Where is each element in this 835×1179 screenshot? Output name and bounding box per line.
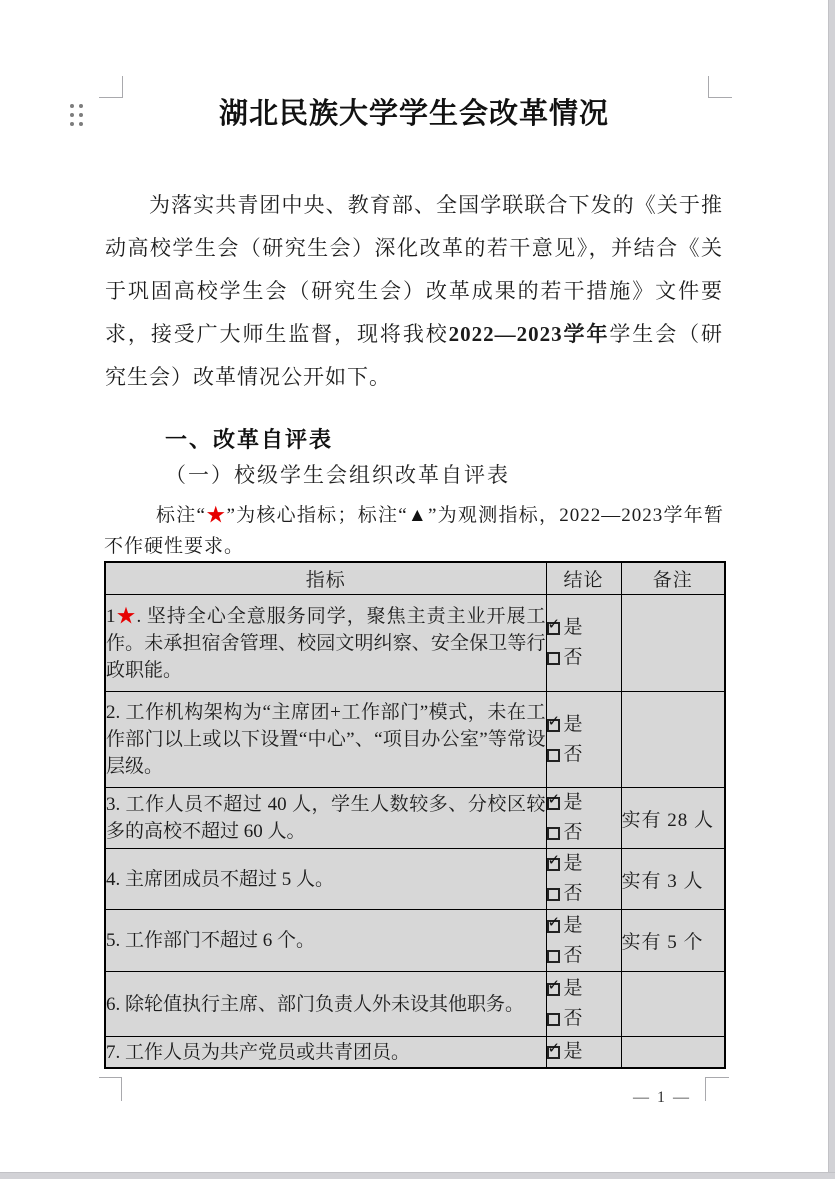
drag-handle-icon[interactable] bbox=[70, 104, 87, 129]
conclusion-no-checkbox[interactable] bbox=[547, 941, 621, 971]
checked-checkbox-icon bbox=[547, 851, 561, 871]
table-row bbox=[105, 910, 725, 972]
column-header-remark: 备注 bbox=[621, 562, 725, 595]
table-row bbox=[105, 788, 725, 849]
conclusion-cell bbox=[546, 910, 621, 972]
checkbox-label: 是 bbox=[563, 713, 583, 735]
remark-cell bbox=[621, 595, 725, 692]
checked-checkbox-icon bbox=[547, 1039, 561, 1059]
conclusion-no-checkbox[interactable] bbox=[547, 643, 621, 673]
unchecked-checkbox-icon bbox=[547, 652, 560, 665]
document-title: 湖北民族大学学生会改革情况 bbox=[218, 98, 609, 130]
checkbox-label: 否 bbox=[563, 944, 583, 966]
conclusion-no-checkbox[interactable] bbox=[547, 740, 621, 770]
core-star-icon: ★ bbox=[115, 605, 137, 627]
checkbox-label: 是 bbox=[563, 914, 583, 936]
window-edge-right bbox=[828, 0, 835, 1179]
indicator-cell: 7. 工作人员为共产党员或共青团员。 bbox=[105, 1037, 546, 1069]
conclusion-cell bbox=[546, 788, 621, 849]
conclusion-yes-checkbox[interactable] bbox=[547, 710, 621, 740]
table-row bbox=[105, 972, 725, 1037]
conclusion-no-checkbox[interactable] bbox=[547, 879, 621, 909]
unchecked-checkbox-icon bbox=[547, 749, 560, 762]
conclusion-cell bbox=[546, 1037, 621, 1069]
indicator-cell: 6. 除轮值执行主席、部门负责人外未设其他职务。 bbox=[105, 972, 546, 1037]
checkbox-label: 否 bbox=[563, 822, 583, 843]
legend-note: 标注“★”为核心指标；标注“▲”为观测指标，2022—2023学年暂不作硬性要求。 bbox=[104, 505, 724, 557]
check-icon: ✓ bbox=[547, 615, 561, 633]
checkbox-label: 否 bbox=[563, 1008, 583, 1029]
self-evaluation-table bbox=[104, 561, 726, 1069]
window-edge-bottom bbox=[0, 1172, 835, 1179]
section-heading: 一、改革自评表 bbox=[165, 427, 334, 452]
checkbox-label: 是 bbox=[563, 792, 583, 813]
remark-cell: 实有 5 个 bbox=[621, 910, 725, 972]
remark-cell: 实有 3 人 bbox=[621, 849, 725, 910]
table-row bbox=[105, 849, 725, 910]
observe-triangle-icon: ▲ bbox=[407, 505, 428, 526]
checkbox-label: 否 bbox=[563, 743, 583, 765]
table-row bbox=[105, 1037, 725, 1069]
remark-cell bbox=[621, 692, 725, 788]
conclusion-cell bbox=[546, 595, 621, 692]
conclusion-yes-checkbox[interactable] bbox=[547, 613, 621, 643]
conclusion-no-checkbox[interactable] bbox=[547, 818, 621, 848]
indicator-cell: 3. 工作人员不超过 40 人，学生人数较多、分校区较多的高校不超过 60 人。 bbox=[105, 788, 546, 849]
unchecked-checkbox-icon bbox=[547, 950, 560, 963]
checked-checkbox-icon bbox=[547, 790, 561, 810]
page-number: — 1 — bbox=[633, 1089, 691, 1106]
conclusion-yes-checkbox[interactable] bbox=[547, 974, 621, 1004]
indicator-cell: 5. 工作部门不超过 6 个。 bbox=[105, 910, 546, 972]
check-icon: ✓ bbox=[547, 851, 561, 869]
checkbox-label: 是 bbox=[563, 1041, 583, 1062]
column-header-conclusion: 结论 bbox=[546, 562, 621, 595]
checked-checkbox-icon bbox=[547, 615, 561, 635]
margin-mark-bottom-right bbox=[705, 1077, 729, 1101]
remark-cell bbox=[621, 1037, 725, 1069]
conclusion-yes-checkbox[interactable] bbox=[547, 849, 621, 879]
conclusion-yes-checkbox[interactable] bbox=[547, 1037, 621, 1067]
core-star-icon: ★ bbox=[205, 505, 227, 526]
checkbox-label: 否 bbox=[563, 883, 583, 904]
intro-paragraph: 为落实共青团中央、教育部、全国学联联合下发的《关于推动高校学生会（研究生会）深化改革的若干意见》，并结合《关于巩固高校学生会（研究生会）改革成果的若干措施》文件要求，接受广大师生监督，现将我校2022—2023学年学生会（研究生会）改革情况公开如下。 bbox=[105, 193, 724, 389]
column-header-indicator: 指标 bbox=[105, 562, 546, 595]
check-icon: ✓ bbox=[547, 912, 561, 931]
remark-cell bbox=[621, 972, 725, 1037]
subsection-heading: （一）校级学生会组织改革自评表 bbox=[165, 463, 510, 487]
indicator-cell: 4. 主席团成员不超过 5 人。 bbox=[105, 849, 546, 910]
indicator-cell: 1★. 坚持全心全意服务同学，聚焦主责主业开展工作。未承担宿舍管理、校园文明纠察、安全保卫等行政职能。 bbox=[105, 595, 546, 692]
conclusion-cell bbox=[546, 972, 621, 1037]
table-row bbox=[105, 595, 725, 692]
conclusion-no-checkbox[interactable] bbox=[547, 1004, 621, 1034]
checkbox-label: 是 bbox=[563, 617, 583, 638]
check-icon: ✓ bbox=[547, 711, 561, 730]
checkbox-label: 是 bbox=[563, 978, 583, 999]
remark-cell: 实有 28 人 bbox=[621, 788, 725, 849]
unchecked-checkbox-icon bbox=[547, 888, 560, 901]
check-icon: ✓ bbox=[547, 1039, 561, 1057]
unchecked-checkbox-icon bbox=[547, 1013, 560, 1026]
checked-checkbox-icon bbox=[547, 711, 561, 732]
check-icon: ✓ bbox=[547, 976, 561, 994]
checkbox-label: 否 bbox=[563, 647, 583, 668]
conclusion-cell bbox=[546, 849, 621, 910]
checkbox-label: 是 bbox=[563, 853, 583, 874]
checked-checkbox-icon bbox=[547, 912, 561, 933]
table-row bbox=[105, 692, 725, 788]
table-header-row bbox=[105, 562, 725, 595]
conclusion-yes-checkbox[interactable] bbox=[547, 911, 621, 941]
margin-mark-bottom-left bbox=[99, 1077, 122, 1101]
indicator-cell: 2. 工作机构架构为“主席团+工作部门”模式，未在工作部门以上或以下设置“中心”、“项目办公室”等常设层级。 bbox=[105, 692, 546, 788]
conclusion-cell bbox=[546, 692, 621, 788]
conclusion-yes-checkbox[interactable] bbox=[547, 788, 621, 818]
check-icon: ✓ bbox=[547, 790, 561, 808]
unchecked-checkbox-icon bbox=[547, 827, 560, 840]
checked-checkbox-icon bbox=[547, 976, 561, 996]
